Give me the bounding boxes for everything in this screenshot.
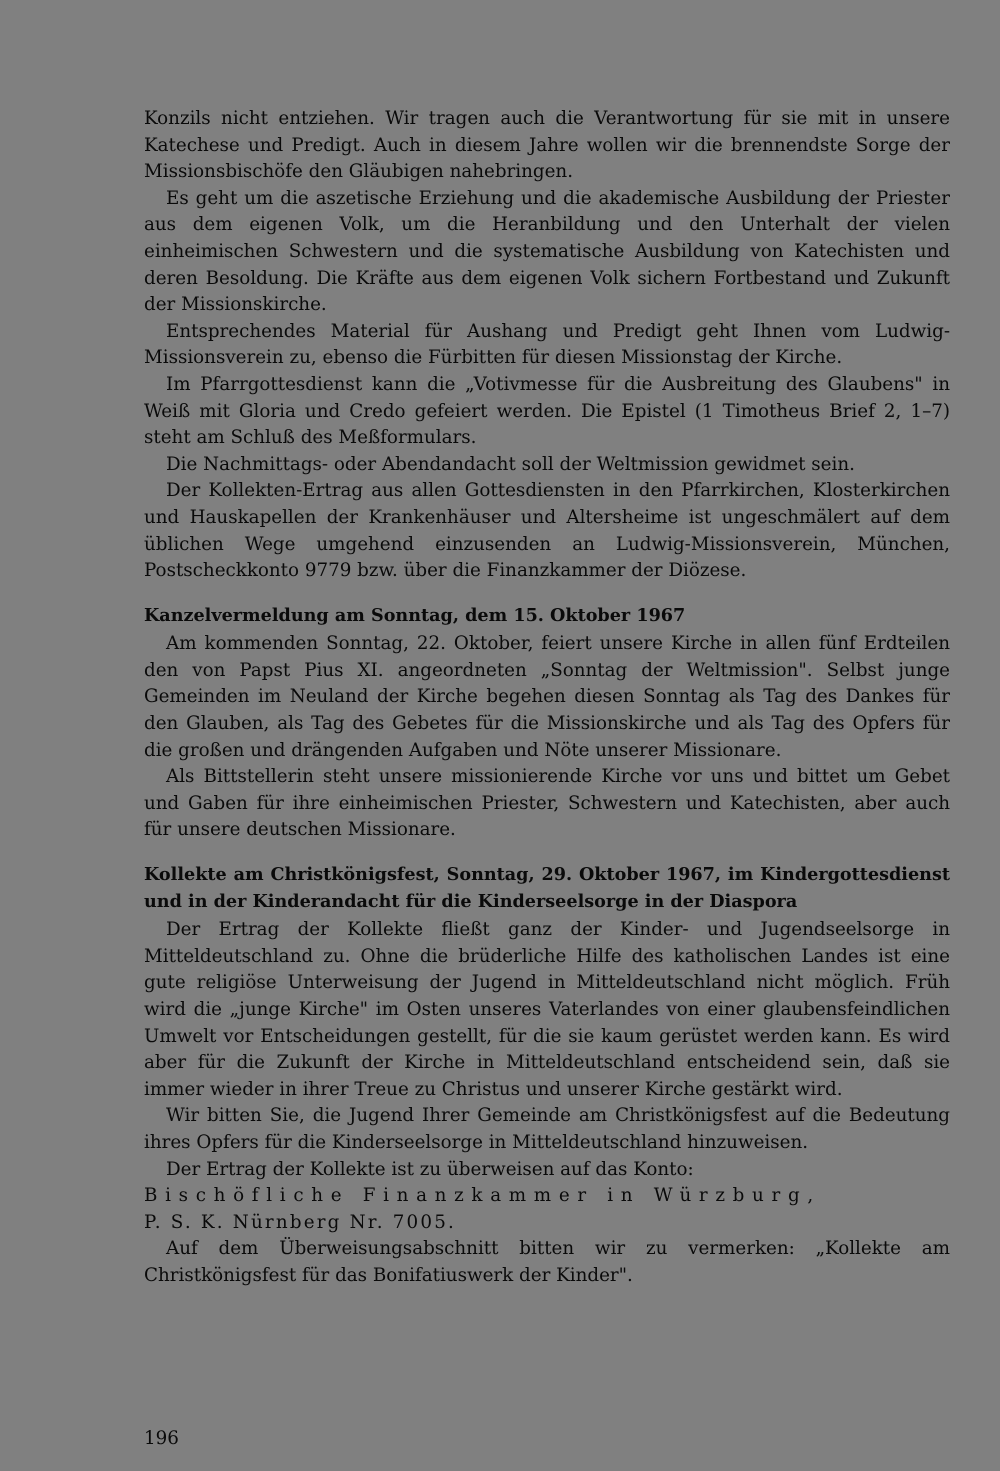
section-heading-kollekte: Kollekte am Christkönigsfest, Sonntag, 29. Oktober 1967, im Kindergottesdienst und in der Kinderandacht für die Kinderseelsorge in der Diaspora (144, 864, 950, 912)
paragraph: Entsprechendes Material für Aushang und Predigt geht Ihnen vom Ludwig-Missionsverein zu, ebenso die Fürbitten für diesen Missionstag der Kirche. (144, 320, 950, 369)
account-line-bank: Bischöfliche Finanzkammer in Würzburg, (144, 1185, 821, 1207)
paragraph: Am kommenden Sonntag, 22. Oktober, feiert unsere Kirche in allen fünf Erdteilen den von Papst Pius XI. angeordneten „Sonntag der Weltmission". Selbst junge Gemeinden im Neuland der Kirche begehen diesen Sonntag als Tag des Dankes für den Glauben, als Tag des Gebetes für die Missionskirche und als Tag des Opfers für die großen und drängenden Aufgaben und Nöte unserer Missionare. (144, 633, 950, 761)
paragraph: Konzils nicht entziehen. Wir tragen auch die Verantwortung für sie mit in unsere Katechese und Predigt. Auch in diesem Jahre wollen wir die brennendste Sorge der Missionsbischöfe den Gläubigen nahebringen. (144, 108, 950, 183)
paragraph: Der Kollekten-Ertrag aus allen Gottesdiensten in den Pfarrkirchen, Klosterkirchen und Hauskapellen der Krankenhäuser und Altersheime ist ungeschmälert auf dem üblichen Wege umgehend einzusenden an Ludwig-Missionsverein, München, Postscheckkonto 9779 bzw. über die Finanzkammer der Diözese. (144, 480, 950, 582)
paragraph: Es geht um die aszetische Erziehung und die akademische Ausbildung der Priester aus dem eigenen Volk, um die Heranbildung und den Unterhalt der vielen einheimischen Schwestern und die systematische Ausbildung von Katechisten und deren Besoldung. Die Kräfte aus dem eigenen Volk sichern Fortbestand und Zukunft der Missionskirche. (144, 187, 950, 316)
paragraph-closing: Auf dem Überweisungsabschnitt bitten wir zu vermerken: „Kollekte am Christkönigsfest für das Bonifatiuswerk der Kinder". (144, 1238, 950, 1286)
account-line-number: P. S. K. Nürnberg Nr. 7005. (144, 1211, 457, 1233)
paragraph: Wir bitten Sie, die Jugend Ihrer Gemeinde am Christkönigsfest auf die Bedeutung ihres Opfers für die Kinderseelsorge in Mitteldeutschland hinzuweisen. (144, 1105, 950, 1153)
paragraph: Der Ertrag der Kollekte fließt ganz der Kinder- und Jugendseelsorge in Mitteldeutschland zu. Ohne die brüderliche Hilfe des katholischen Landes ist eine gute religiöse Unterweisung der Jugend in Mitteldeutschland nicht möglich. Früh wird die „junge Kirche" im Osten unseres Vaterlandes von einer glaubensfeindlichen Umwelt vor Entscheidungen gestellt, für die sie kaum gerüstet werden kann. Es wird aber für die Zukunft der Kirche in Mitteldeutschland entscheidend sein, daß sie immer wieder in ihrer Treue zu Christus und unserer Kirche gestärkt wird. (144, 919, 950, 1100)
paragraph: Im Pfarrgottesdienst kann die „Votivmesse für die Ausbreitung des Glaubens" in Weiß mit Gloria und Credo gefeiert werden. Die Epistel (1 Timotheus Brief 2, 1–7) steht am Schluß des Meßformulars. (144, 373, 950, 449)
paragraph: Als Bittstellerin steht unsere missionierende Kirche vor uns und bittet um Gebet und Gaben für ihre einheimischen Priester, Schwestern und Katechisten, aber auch für unsere deutschen Missionare. (144, 766, 950, 841)
section-heading-kanzelvermeldung: Kanzelvermeldung am Sonntag, dem 15. Oktober 1967 (144, 604, 686, 626)
paragraph: Der Ertrag der Kollekte ist zu überweisen auf das Konto: (166, 1158, 694, 1180)
paragraph: Die Nachmittags- oder Abendandacht soll der Weltmission gewidmet sein. (166, 453, 855, 475)
page-number: 196 (144, 1428, 179, 1449)
document-page (144, 106, 950, 1290)
